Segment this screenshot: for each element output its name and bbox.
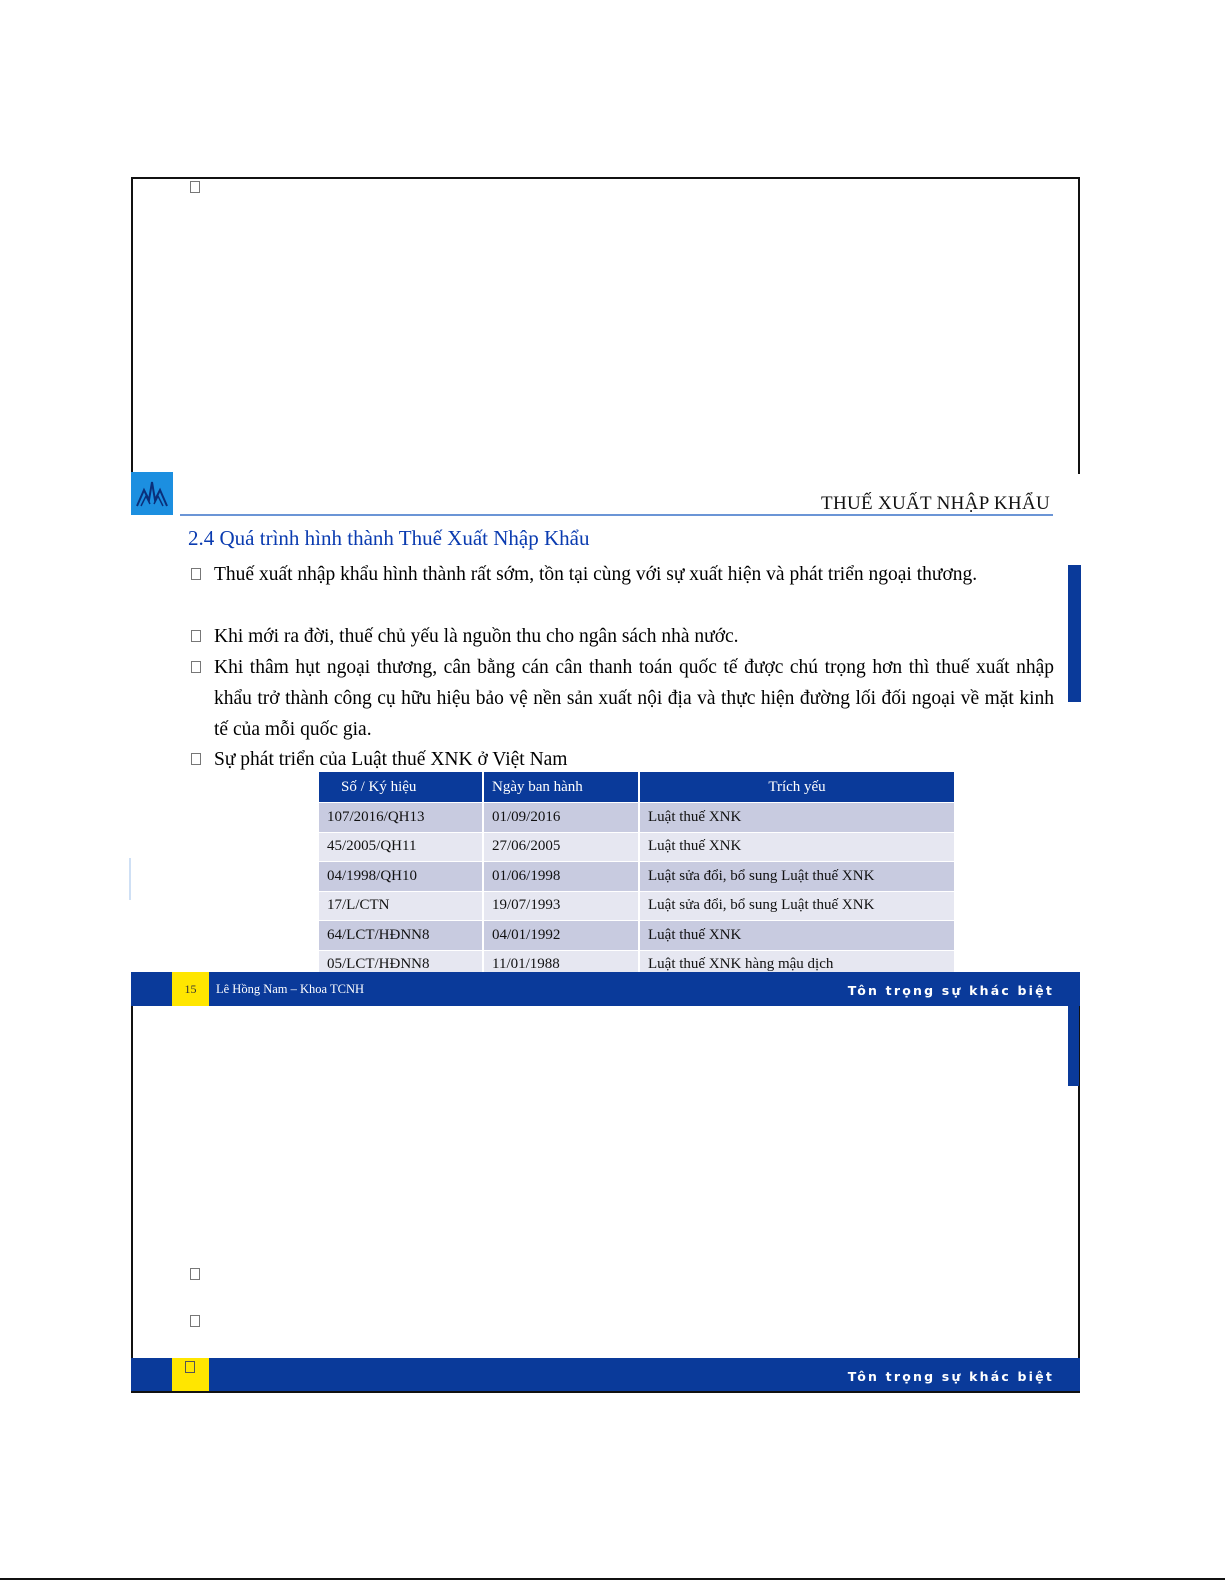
bullet-item [188, 652, 1054, 745]
cell-number: 107/2016/QH13 [319, 803, 483, 833]
cell-summary: Luật thuế XNK [639, 921, 955, 951]
cell-summary: Luật sửa đổi, bổ sung Luật thuế XNK [639, 862, 955, 892]
bullet-item [188, 621, 1054, 652]
page-bottom-rule [0, 1578, 1225, 1580]
page-number-badge [172, 972, 209, 1006]
side-accent-mark [129, 858, 131, 900]
side-accent-bar [1068, 1006, 1079, 1086]
slide-frame-top [131, 177, 1080, 179]
table-row [319, 862, 955, 892]
cell-summary: Luật thuế XNK [639, 803, 955, 833]
header-title: THUẾ XUẤT NHẬP KHẨU [821, 493, 1050, 514]
cell-number: 64/LCT/HĐNN8 [319, 921, 483, 951]
cell-number: 04/1998/QH10 [319, 862, 483, 892]
cell-number: 45/2005/QH11 [319, 832, 483, 862]
placeholder-glyph-icon [190, 181, 200, 193]
placeholder-glyph-icon [185, 1361, 195, 1373]
cell-summary: Luật sửa đổi, bổ sung Luật thuế XNK [639, 891, 955, 921]
bullet-text: Khi thâm hụt ngoại thương, cân bằng cán cân thanh toán quốc tế được chú trọng hơn thì thuế xuất nhập khẩu trở thành công cụ hữu hiệu bảo vệ nền sản xuất nội địa và thực hiện đường lối đối ngoại về mặt kinh tế của mỗi quốc gia. [214, 657, 1054, 740]
header-divider [180, 514, 1053, 516]
section-heading: 2.4 Quá trình hình thành Thuế Xuất Nhập Khẩu [188, 526, 590, 550]
cell-date: 27/06/2005 [483, 832, 639, 862]
cell-date: 01/09/2016 [483, 803, 639, 833]
bullet-text: Sự phát triển của Luật thuế XNK ở Việt Nam [214, 749, 568, 770]
slide-frame-left [131, 1006, 133, 1393]
mountain-logo-icon [131, 472, 173, 515]
placeholder-glyph-icon [190, 1315, 200, 1327]
column-header-date: Ngày ban hành [483, 772, 639, 803]
cell-date: 04/01/1992 [483, 921, 639, 951]
slide-footer [131, 972, 1080, 1006]
page-number-badge [172, 1358, 209, 1391]
footer-motto: Tôn trọng sự khác biệt [847, 1369, 1054, 1384]
bullet-text: Thuế xuất nhập khẩu hình thành rất sớm, tồn tại cùng với sự xuất hiện và phát triển ngoại thương. [214, 564, 978, 585]
bullet-box-icon [191, 753, 201, 765]
cell-number: 05/LCT/HĐNN8 [319, 950, 483, 979]
bullet-box-icon [191, 568, 201, 580]
slide-frame-left [131, 177, 133, 474]
table-row [319, 803, 955, 833]
slide-footer [131, 1358, 1080, 1391]
table-row [319, 891, 955, 921]
bullet-item [188, 559, 1054, 590]
cell-summary: Luật thuế XNK [639, 832, 955, 862]
cell-date: 19/07/1993 [483, 891, 639, 921]
cell-date: 01/06/1998 [483, 862, 639, 892]
page-number: 15 [184, 982, 197, 996]
footer-motto: Tôn trọng sự khác biệt [847, 983, 1054, 998]
column-header-summary: Trích yếu [639, 772, 955, 803]
bullet-text: Khi mới ra đời, thuế chủ yếu là nguồn thu cho ngân sách nhà nước. [214, 626, 739, 647]
cell-summary: Luật thuế XNK hàng mậu dịch [639, 950, 955, 979]
table-header-row [319, 772, 955, 803]
table-row [319, 921, 955, 951]
slide-frame-right [1078, 177, 1080, 474]
law-history-table [319, 772, 956, 979]
bullet-item [188, 744, 1054, 775]
placeholder-glyph-icon [190, 1268, 200, 1280]
cell-number: 17/L/CTN [319, 891, 483, 921]
column-header-number: Số / Ký hiệu [319, 772, 483, 803]
bullet-box-icon [191, 630, 201, 642]
table-row [319, 832, 955, 862]
bullet-box-icon [191, 661, 201, 673]
side-accent-bar [1068, 565, 1081, 702]
cell-date: 11/01/1988 [483, 950, 639, 979]
footer-author: Lê Hồng Nam – Khoa TCNH [216, 982, 365, 996]
